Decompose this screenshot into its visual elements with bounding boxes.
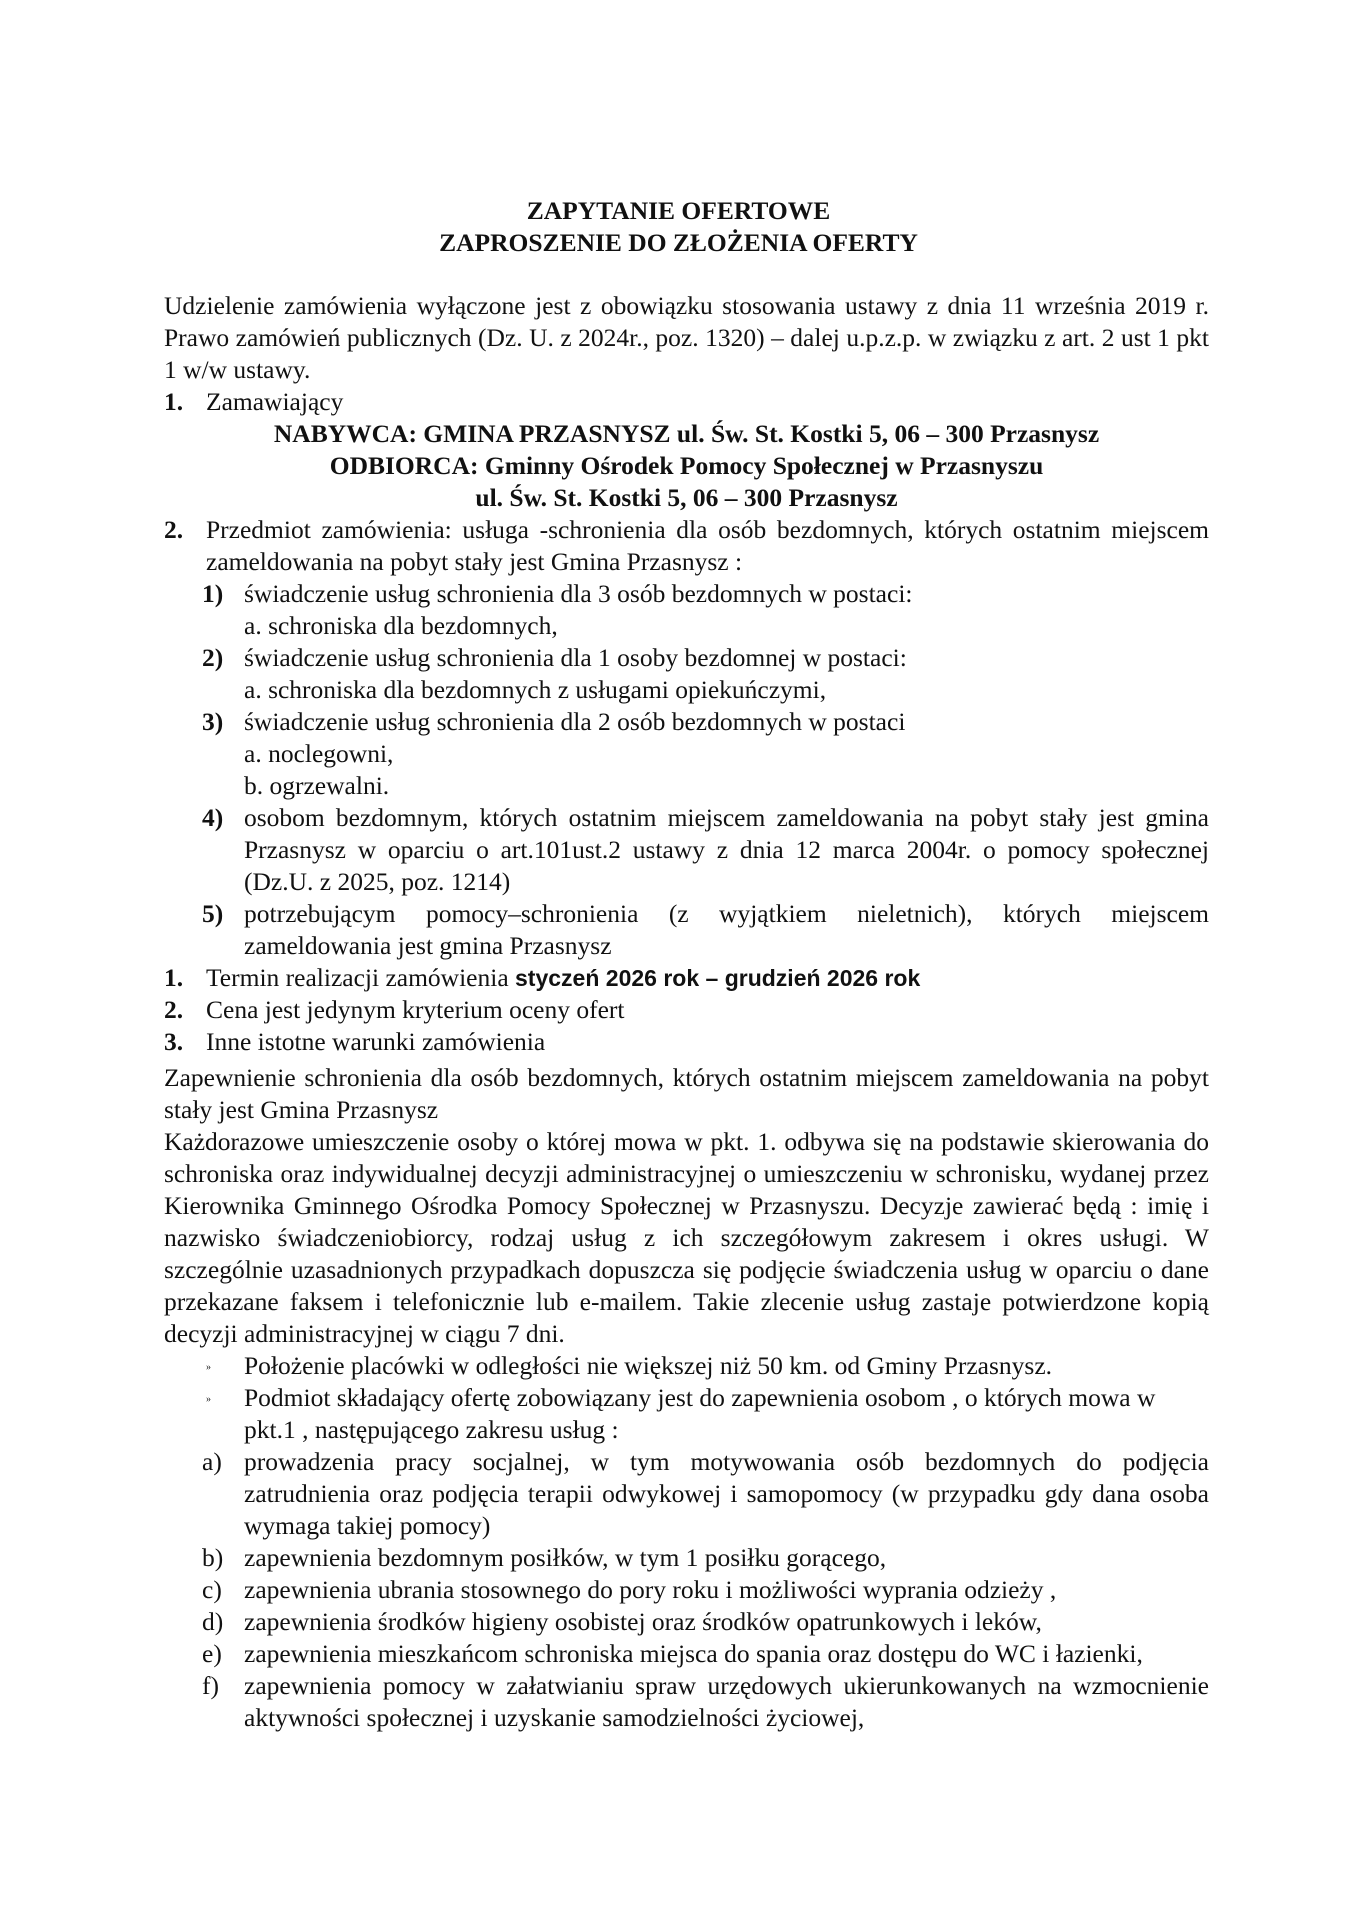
section-1-heading <box>164 386 1209 418</box>
buyer-line: NABYWCA: GMINA PRZASNYSZ ul. Św. St. Kostki 5, 06 – 300 Przasnysz <box>273 419 1100 448</box>
bullet-marker: » <box>206 1362 211 1373</box>
service-text: zapewnienia ubrania stosownego do pory roku i możliwości wyprania odzieży , <box>244 1575 1057 1604</box>
subject-item-number: 3) <box>202 707 224 736</box>
service-text: prowadzenia pracy socjalnej, w tym motywowania osób bezdomnych do podjęcia zatrudnienia oraz podjęcia terapii odwykowej i samopomocy (w przypadku gdy dana osoba wymaga takiej pomocy) <box>244 1447 1209 1540</box>
subject-item-letter: b. ogrzewalni. <box>244 771 390 800</box>
intro-paragraph: Udzielenie zamówienia wyłączone jest z obowiązku stosowania ustawy z dnia 11 września 2019 r. Prawo zamówień publicznych (Dz. U. z 2024r., poz. 1320) – dalej u.p.z.p. w związku z art. 2 ust 1 pkt 1 w/w ustawy. <box>164 291 1209 384</box>
section-contracting-party <box>164 386 1209 514</box>
section-subject <box>164 514 1209 1734</box>
service-letter: a) <box>202 1447 222 1476</box>
subject-item-text: świadczenie usług schronienia dla 3 osób bezdomnych w postaci: <box>244 579 913 608</box>
service-item <box>164 1638 1209 1670</box>
service-text: zapewnienia pomocy w załatwianiu spraw urzędowych ukierunkowanych na wzmocnienie aktywności społecznej i uzyskanie samodzielności życiowej, <box>244 1671 1209 1732</box>
point-text: Cena jest jedynym kryterium oceny ofert <box>206 995 625 1024</box>
section-2-text: Przedmiot zamówienia: usługa -schronienia dla osób bezdomnych, których ostatnim miejscem zameldowania na pobyt stały jest Gmina Przasnysz : <box>206 515 1209 576</box>
point-number: 2. <box>164 995 184 1024</box>
title-line-2: ZAPROSZENIE DO ZŁOŻENIA OFERTY <box>439 228 918 257</box>
recipient-address-line: ul. Św. St. Kostki 5, 06 – 300 Przasnysz <box>475 483 898 512</box>
subject-item-3 <box>164 706 1209 802</box>
service-item <box>164 1574 1209 1606</box>
section-2-heading <box>164 514 1209 578</box>
bullet-text: Podmiot składający ofertę zobowiązany jest do zapewnienia osobom , o których mowa w pkt.1 , następującego zakresu usług : <box>244 1383 1156 1444</box>
section-1-number: 1. <box>164 387 184 416</box>
recipient-line: ODBIORCA: Gminny Ośrodek Pomocy Społecznej w Przasnyszu <box>329 451 1044 480</box>
service-letter: d) <box>202 1607 224 1636</box>
service-text: zapewnienia bezdomnym posiłków, w tym 1 posiłku gorącego, <box>244 1543 887 1572</box>
point-deadline <box>164 962 1209 994</box>
subject-item-1 <box>164 578 1209 642</box>
bullet-marker: » <box>206 1394 211 1405</box>
section-1-label: Zamawiający <box>206 387 344 416</box>
service-item <box>164 1542 1209 1574</box>
service-letter: f) <box>202 1671 219 1700</box>
subject-item-number: 4) <box>202 803 224 832</box>
shelter-paragraph: Zapewnienie schronienia dla osób bezdomnych, których ostatnim miejscem zameldowania na pobyt stały jest Gmina Przasnysz <box>164 1063 1209 1124</box>
deadline-period: styczeń 2026 rok – grudzień 2026 rok <box>515 965 921 991</box>
subject-item-letter: a. noclegowni, <box>244 739 394 768</box>
bullet-text: Położenie placówki w odległości nie większej niż 50 km. od Gminy Przasnysz. <box>244 1351 1053 1380</box>
service-item <box>164 1446 1209 1542</box>
bullet-location <box>164 1350 1209 1382</box>
subject-item-text: świadczenie usług schronienia dla 2 osób bezdomnych w postaci <box>244 707 906 736</box>
service-text: zapewnienia środków higieny osobistej oraz środków opatrunkowych i leków, <box>244 1607 1042 1636</box>
subject-item-2 <box>164 642 1209 706</box>
point-number: 3. <box>164 1027 184 1056</box>
subject-item-number: 2) <box>202 643 224 672</box>
subject-item-letter: a. schroniska dla bezdomnych, <box>244 611 558 640</box>
subject-item-4 <box>164 802 1209 898</box>
subject-item-5 <box>164 898 1209 962</box>
placement-paragraph: Każdorazowe umieszczenie osoby o której mowa w pkt. 1. odbywa się na podstawie skierowania do schroniska oraz indywidualnej decyzji administracyjnej o umieszczeniu w schronisku, wydanej przez Kierownika Gminnego Ośrodka Pomocy Społecznej w Przasnyszu. Decyzje zawierać będą : imię i nazwisko świadczeniobiorcy, rodzaj usług z ich szczegółowym zakresem i okres usługi. W szczególnie uzasadnionych przypadkach dopuszcza się podjęcie świadczenia usług w oparciu o dane przekazane faksem i telefonicznie lub e-mailem. Takie zlecenie usług zastaje potwierdzone kopią decyzji administracyjnej w ciągu 7 dni. <box>164 1127 1209 1348</box>
point-text: Termin realizacji zamówienia <box>206 963 516 992</box>
subject-item-text: potrzebującym pomocy–schronienia (z wyjątkiem nieletnich), których miejscem zameldowania jest gmina Przasnysz <box>244 899 1209 960</box>
service-item <box>164 1670 1209 1734</box>
document-title <box>0 195 1357 259</box>
service-item <box>164 1606 1209 1638</box>
subject-item-number: 1) <box>202 579 224 608</box>
section-2-number: 2. <box>164 515 184 544</box>
point-conditions <box>164 1026 1209 1058</box>
subject-item-letter: a. schroniska dla bezdomnych z usługami opiekuńczymi, <box>244 675 827 704</box>
subject-item-text: osobom bezdomnym, których ostatnim miejscem zameldowania na pobyt stały jest gmina Przasnysz w oparciu o art.101ust.2 ustawy z dnia 12 marca 2004r. o pomocy społecznej (Dz.U. z 2025, poz. 1214) <box>244 803 1209 896</box>
bullet-obligations <box>164 1382 1209 1446</box>
service-text: zapewnienia mieszkańcom schroniska miejsca do spania oraz dostępu do WC i łazienki, <box>244 1639 1143 1668</box>
service-letter: b) <box>202 1543 224 1572</box>
point-criterion <box>164 994 1209 1026</box>
subject-item-number: 5) <box>202 899 224 928</box>
point-text: Inne istotne warunki zamówienia <box>206 1027 546 1056</box>
point-number: 1. <box>164 963 184 992</box>
service-letter: c) <box>202 1575 222 1604</box>
service-letter: e) <box>202 1639 222 1668</box>
title-line-1: ZAPYTANIE OFERTOWE <box>526 196 831 225</box>
subject-item-text: świadczenie usług schronienia dla 1 osoby bezdomnej w postaci: <box>244 643 907 672</box>
